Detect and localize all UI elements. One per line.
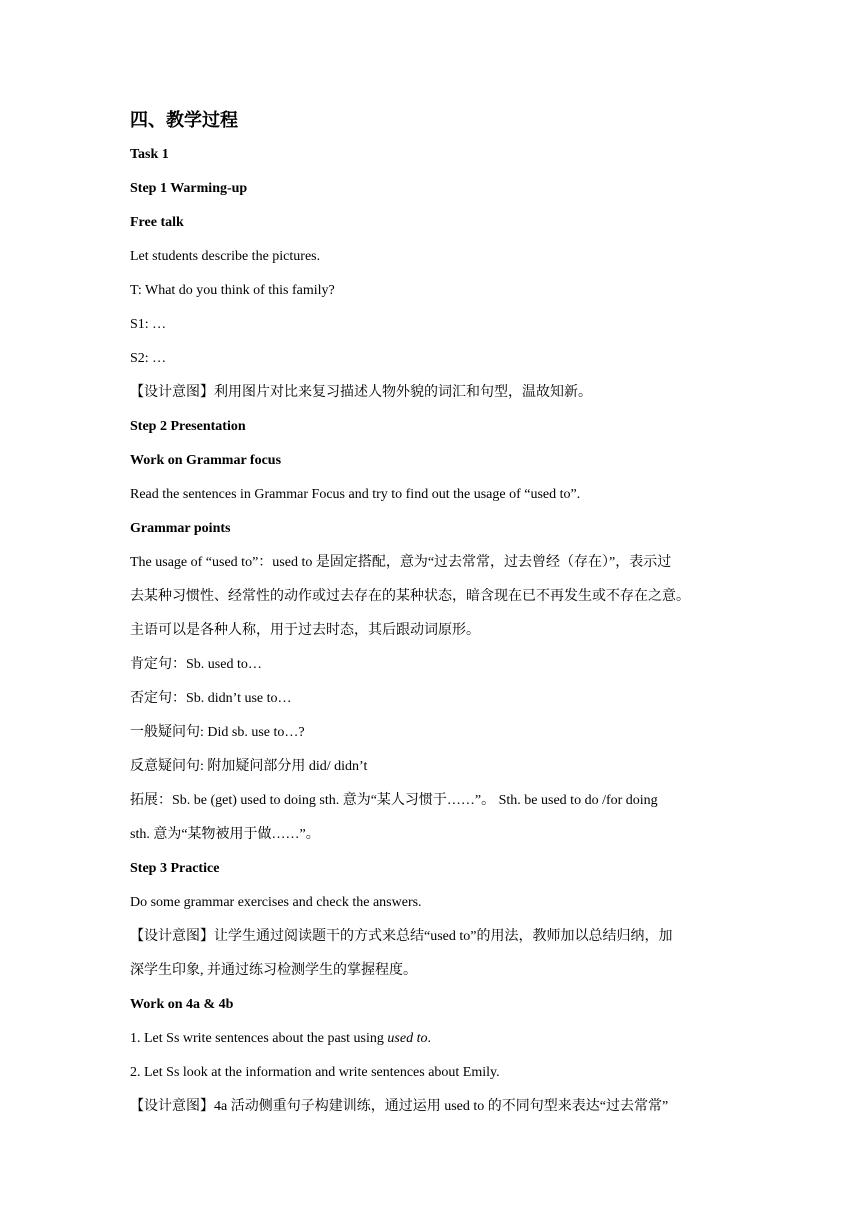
item1-prefix: 1. Let Ss write sentences about the past using [130,1031,388,1046]
step1-line: T: What do you think of this family? [130,283,335,298]
intent-line: 深学生印象, 并通过练习检测学生的掌握程度。 [130,963,417,978]
negative-form: 否定句：Sb. didn’t use to… [130,691,292,706]
step1-title: Step 1 Warming-up [130,181,248,196]
usage-paragraph [130,546,735,648]
step1-line: S1: … [130,317,167,332]
intent-line: 【设计意图】让学生通过阅读题干的方式来总结“used to”的用法，教师加以总结归纳，加 [130,929,673,944]
item1-suffix: . [427,1031,431,1046]
affirmative-form: 肯定句：Sb. used to… [130,657,262,672]
extension-line: 拓展：Sb. be (get) used to doing sth. 意为“某人习惯于……”。 Sth. be used to do /for doing [130,793,658,808]
question-form: 一般疑问句: Did sb. use to…? [130,725,305,740]
step1-line: Let students describe the pictures. [130,249,321,264]
extension-line: sth. 意为“某物被用于做……”。 [130,827,320,842]
step1-line: S2: … [130,351,167,366]
usage-line: 主语可以是各种人称，用于过去时态，其后跟动词原形。 [130,623,480,638]
usage-line: The usage of “used to”：used to 是固定搭配，意为“过去常常，过去曾经（存在）”，表示过 [130,555,672,570]
exercise-item-2: 2. Let Ss look at the information and write sentences about Emily. [130,1065,500,1080]
step2-instruction: Read the sentences in Grammar Focus and try to find out the usage of “used to”. [130,487,581,502]
tag-question-form: 反意疑问句: 附加疑问部分用 did/ didn’t [130,759,368,774]
usage-line: 去某种习惯性、经常性的动作或过去存在的某种状态，暗含现在已不再发生或不存在之意。 [130,589,690,604]
step3-design-intent [130,920,735,988]
task-title: Task 1 [130,147,169,162]
grammar-points-title: Grammar points [130,521,231,536]
section-title: 四、教学过程 [130,110,238,131]
step3-instruction: Do some grammar exercises and check the answers. [130,895,422,910]
item1-italic: used to [387,1031,428,1046]
step1-design-intent: 【设计意图】利用图片对比来复习描述人物外貌的词汇和句型，温故知新。 [130,385,592,400]
step2-title: Step 2 Presentation [130,419,246,434]
work-title: Work on 4a & 4b [130,997,234,1012]
extension-paragraph [130,784,735,852]
step3-title: Step 3 Practice [130,861,220,876]
design-intent-4a: 【设计意图】4a 活动侧重句子构建训练，通过运用 used to 的不同句型来表达“过去常常” [130,1099,669,1114]
document-page [130,104,735,1124]
step2-subtitle: Work on Grammar focus [130,453,282,468]
exercise-item-1 [130,1022,735,1056]
step1-subtitle: Free talk [130,215,184,230]
